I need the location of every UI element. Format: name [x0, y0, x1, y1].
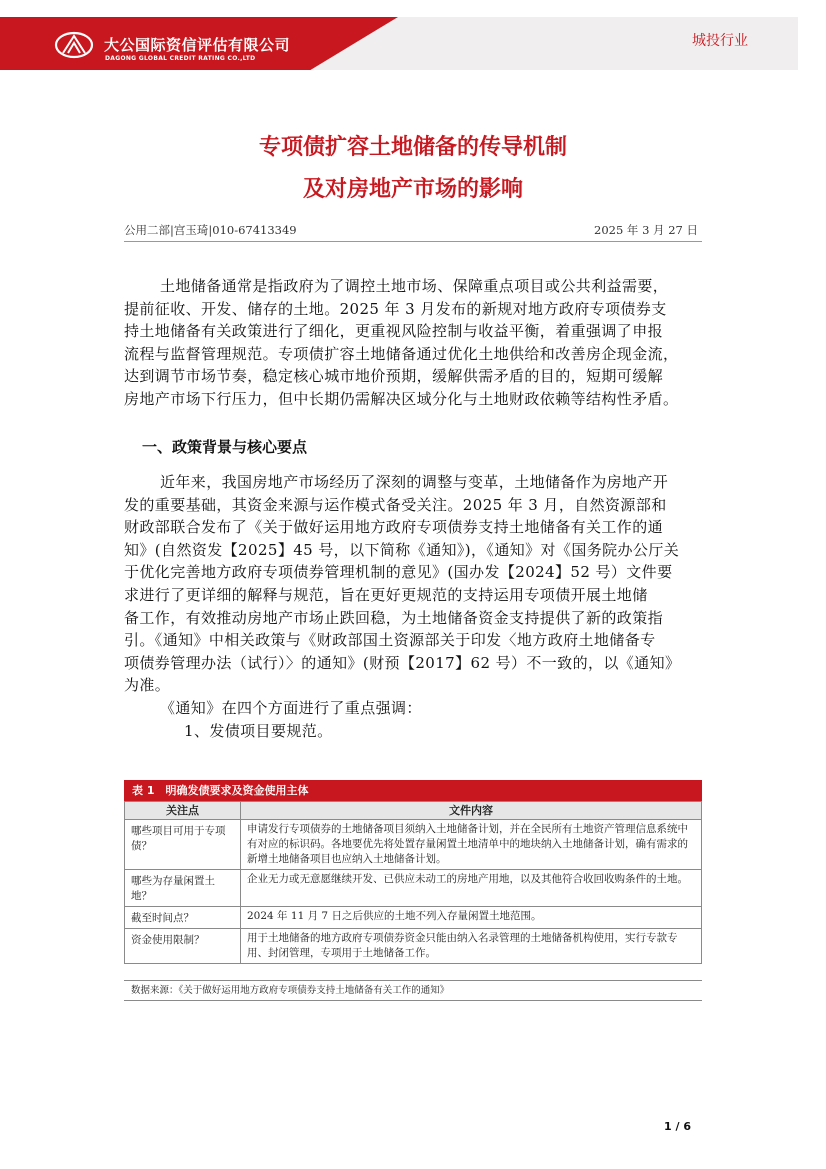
text-line: 发的重要基础，其资金来源与运作模式备受关注。2025 年 3 月，自然资源部和: [124, 495, 667, 514]
table-cell-content: 2024 年 11 月 7 日之后供应的土地不列入存量闲置土地范围。: [241, 907, 702, 929]
text-line: 近年来，我国房地产市场经历了深刻的调整与变革，土地储备作为房地产开: [160, 473, 669, 491]
title-line-2: 及对房地产市场的影响: [302, 177, 523, 202]
table-cell-focus: 哪些为存量闲置土地？: [125, 870, 241, 907]
text-line: 为准。: [124, 676, 171, 695]
table-cell-content: 用于土地储备的地方政府专项债券资金只能由纳入名录管理的土地储备机构使用，实行专款专用、封闭管理，专项用于土地储备工作。: [241, 929, 702, 964]
author-info: 公用二部|宫玉琦|010-67413349: [124, 223, 297, 237]
section-paragraph: [124, 471, 704, 742]
requirements-table: [124, 801, 702, 964]
dagong-logo-icon: [54, 31, 94, 59]
text-line: 项债券管理办法（试行）〉的通知》(财预【2017】62 号）不一致的，以《通知》: [124, 653, 681, 672]
text-line: 备工作，有效推动房地产市场止跌回稳，为土地储备资金支持提供了新的政策指: [124, 608, 664, 627]
title-line-1: 专项债扩容土地储备的传导机制: [258, 135, 567, 160]
column-header: 关注点: [125, 802, 241, 820]
table-row: [125, 907, 702, 929]
text-line: 达到调节市场节奏，稳定核心城市地价预期，缓解供需矛盾的目的，短期可缓解: [124, 367, 664, 386]
column-header: 文件内容: [241, 802, 702, 820]
company-name-cn: 大公国际资信评估有限公司: [104, 36, 291, 54]
table-title: 表 1 明确发债要求及资金使用主体: [124, 780, 702, 801]
emphasis-line: 《通知》在四个方面进行了重点强调：: [160, 698, 422, 717]
text-line: 引。《通知》中相关政策与《财政部国土资源部关于印发〈地方政府土地储备专: [124, 631, 656, 650]
table-row: [125, 820, 702, 870]
text-line: 持土地储备有关政策进行了细化，更重视风险控制与收益平衡，着重强调了申报: [124, 322, 664, 341]
text-line: 流程与监督管理规范。专项债扩容土地储备通过优化土地供给和改善房企现金流，: [124, 344, 679, 363]
table-source-note: 数据来源：《关于做好运用地方政府专项债券支持土地储备有关工作的通知》: [124, 980, 702, 1001]
table-cell-focus: 哪些项目可用于专项债？: [125, 820, 241, 870]
text-line: 于优化完善地方政府专项债券管理机制的意见》(国办发【2024】52 号）文件要: [124, 563, 673, 582]
text-line: 求进行了更详细的解释与规范，旨在更好更规范的支持运用专项债开展土地储: [124, 585, 648, 604]
text-line: 土地储备通常是指政府为了调控土地市场、保障重点项目或公共利益需要，: [160, 277, 669, 295]
page-number: 1 / 6: [664, 1120, 691, 1133]
table-cell-focus: 资金使用限制？: [125, 929, 241, 964]
table-row: [125, 929, 702, 964]
table-header-row: [125, 802, 702, 820]
point-1: 1、发债项目要规范。: [184, 721, 333, 740]
company-name-en: DAGONG GLOBAL CREDIT RATING CO.,LTD: [105, 55, 256, 62]
table-cell-content: 企业无力或无意愿继续开发、已供应未动工的房地产用地，以及其他符合收回收购条件的土地。: [241, 870, 702, 907]
table-cell-focus: 截至时间点？: [125, 907, 241, 929]
section-heading: 一、政策背景与核心要点: [142, 438, 308, 456]
text-line: 财政部联合发布了《关于做好运用地方政府专项债券支持土地储备有关工作的通: [124, 518, 664, 537]
byline-divider: [124, 241, 702, 242]
sector-label: 城投行业: [692, 33, 748, 49]
table-row: [125, 870, 702, 907]
text-line: 知》(自然资发【2025】45 号，以下简称《通知》)，《通知》对《国务院办公厅关: [124, 540, 680, 559]
table-cell-content: 申请发行专项债券的土地储备项目须纳入土地储备计划，并在全民所有土地资产管理信息系统中有对应的标识码。各地要优先将处置存量闲置土地清单中的地块纳入土地储备计划，确有需求的新增土地储备项目也应纳入土地储备计划。: [241, 820, 702, 870]
intro-paragraph: [124, 275, 704, 411]
text-line: 提前征收、开发、储存的土地。2025 年 3 月发布的新规对地方政府专项债券支: [124, 299, 667, 318]
report-date: 2025 年 3 月 27 日: [594, 223, 698, 237]
text-line: 房地产市场下行压力，但中长期仍需解决区域分化与土地财政依赖等结构性矛盾。: [124, 389, 679, 408]
